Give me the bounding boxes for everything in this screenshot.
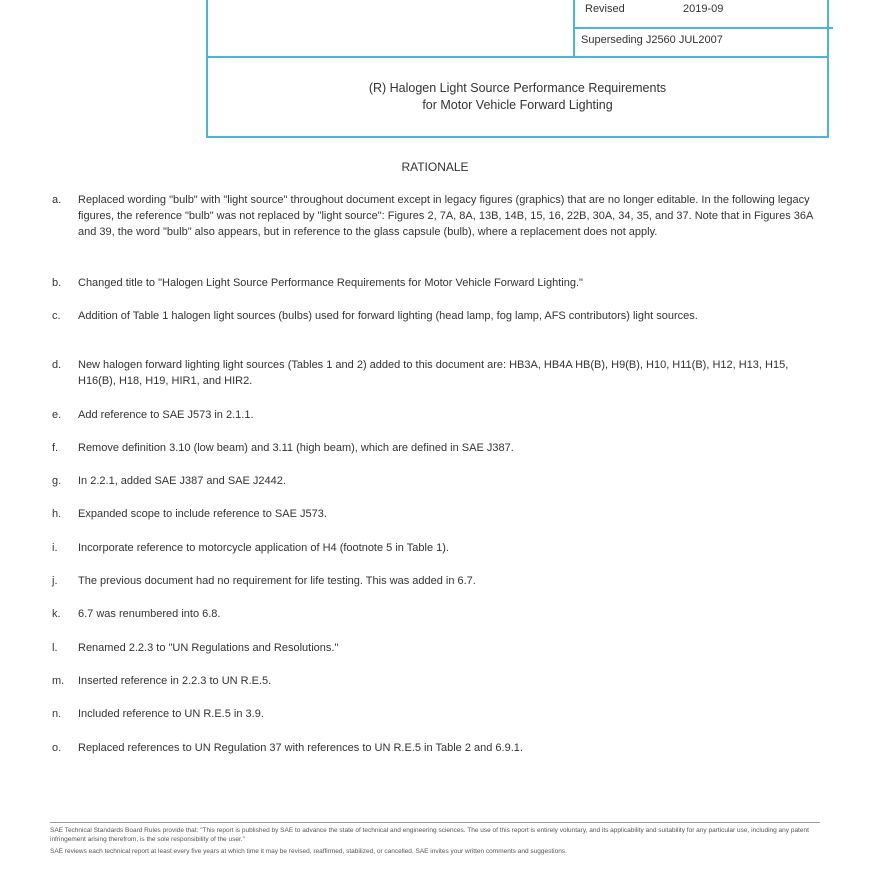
item-text: Remove definition 3.10 (low beam) and 3.11 (high beam), which are defined in SAE J387. — [78, 442, 514, 454]
item-marker: d. — [52, 359, 62, 371]
revised-date: 2019-09 — [683, 3, 724, 15]
item-marker: h. — [52, 508, 62, 520]
item-text: Incorporate reference to motorcycle application of H4 (footnote 5 in Table 1). — [78, 542, 449, 554]
title-line-1: (R) Halogen Light Source Performance Requirements — [368, 81, 667, 95]
item-text: 6.7 was renumbered into 6.8. — [78, 608, 221, 620]
item-text: Add reference to SAE J573 in 2.1.1. — [78, 409, 254, 421]
item-marker: b. — [52, 277, 62, 289]
item-text: Addition of Table 1 halogen light sources (bulbs) used for forward lighting (head lamp, fog lamp, AFS contributors) light sources. — [78, 310, 698, 322]
item-marker: n. — [52, 708, 62, 720]
header-meta-cell — [573, 0, 833, 56]
item-marker: f. — [52, 442, 59, 454]
revised-row — [575, 3, 833, 29]
footer-paragraph-2: SAE reviews each technical report at least every five years at which time it may be revised, reaffirmed, stabilized, or cancelled. SAE invites your written comments and suggestions. — [50, 848, 567, 855]
item-marker: e. — [52, 409, 62, 421]
title-line-2: for Motor Vehicle Forward Lighting — [422, 98, 613, 112]
item-marker: j. — [52, 575, 58, 587]
superseding-text: Superseding J2560 JUL2007 — [581, 34, 723, 46]
item-text: In 2.2.1, added SAE J387 and SAE J2442. — [78, 475, 286, 487]
item-text: The previous document had no requirement for life testing. This was added in 6.7. — [78, 575, 476, 587]
item-text: Replaced wording "bulb" with "light source" throughout document except in legacy figures (graphics) that are no longer editable. In the following legacy figures, the reference "bulb" was not replaced by "light source": Figures 2, 7A, 8A, 13B, 14B, 15, 16, 22B, 30A, 34, 35, and 37. Note that in Figures 36A and 39, the word "bulb" also appears, but in reference to the glass capsule (bulb), where a replacement does not apply. — [78, 194, 813, 238]
footer-notice — [50, 826, 820, 859]
item-marker: i. — [52, 542, 58, 554]
document-title — [208, 80, 827, 114]
item-marker: k. — [52, 608, 61, 620]
rationale-heading: RATIONALE — [401, 160, 469, 174]
item-text: Renamed 2.2.3 to "UN Regulations and Resolutions." — [78, 642, 339, 654]
footer-divider — [50, 822, 820, 823]
item-text: Inserted reference in 2.2.3 to UN R.E.5. — [78, 675, 272, 687]
item-marker: g. — [52, 475, 62, 487]
item-text: New halogen forward lighting light sources (Tables 1 and 2) added to this document are: HB3A, HB4A HB(B), H9(B), H10, H11(B), H12, H13, H15, H16(B), H18, H19, HIR1, and HIR2. — [78, 359, 789, 387]
footer-paragraph-1: SAE Technical Standards Board Rules provide that: "This report is published by SAE to advance the state of technical and engineering sciences. The use of this report is entirely voluntary, and its applicability and suitability for any particular use, including any patent infringement arising therefrom, is the sole responsibility of the user." — [50, 827, 809, 843]
item-text: Changed title to "Halogen Light Source Performance Requirements for Motor Vehicle Forward Lighting." — [78, 277, 583, 289]
document-header-box — [206, 0, 829, 138]
revised-label: Revised — [585, 3, 625, 15]
item-marker: m. — [52, 675, 65, 687]
header-top-row — [208, 0, 827, 58]
item-marker: o. — [52, 742, 62, 754]
item-marker: l. — [52, 642, 58, 654]
item-text: Replaced references to UN Regulation 37 with references to UN R.E.5 in Table 2 and 6.9.1. — [78, 742, 523, 754]
item-marker: a. — [52, 194, 62, 206]
item-text: Expanded scope to include reference to SAE J573. — [78, 508, 327, 520]
item-marker: c. — [52, 310, 61, 322]
item-text: Included reference to UN R.E.5 in 3.9. — [78, 708, 264, 720]
